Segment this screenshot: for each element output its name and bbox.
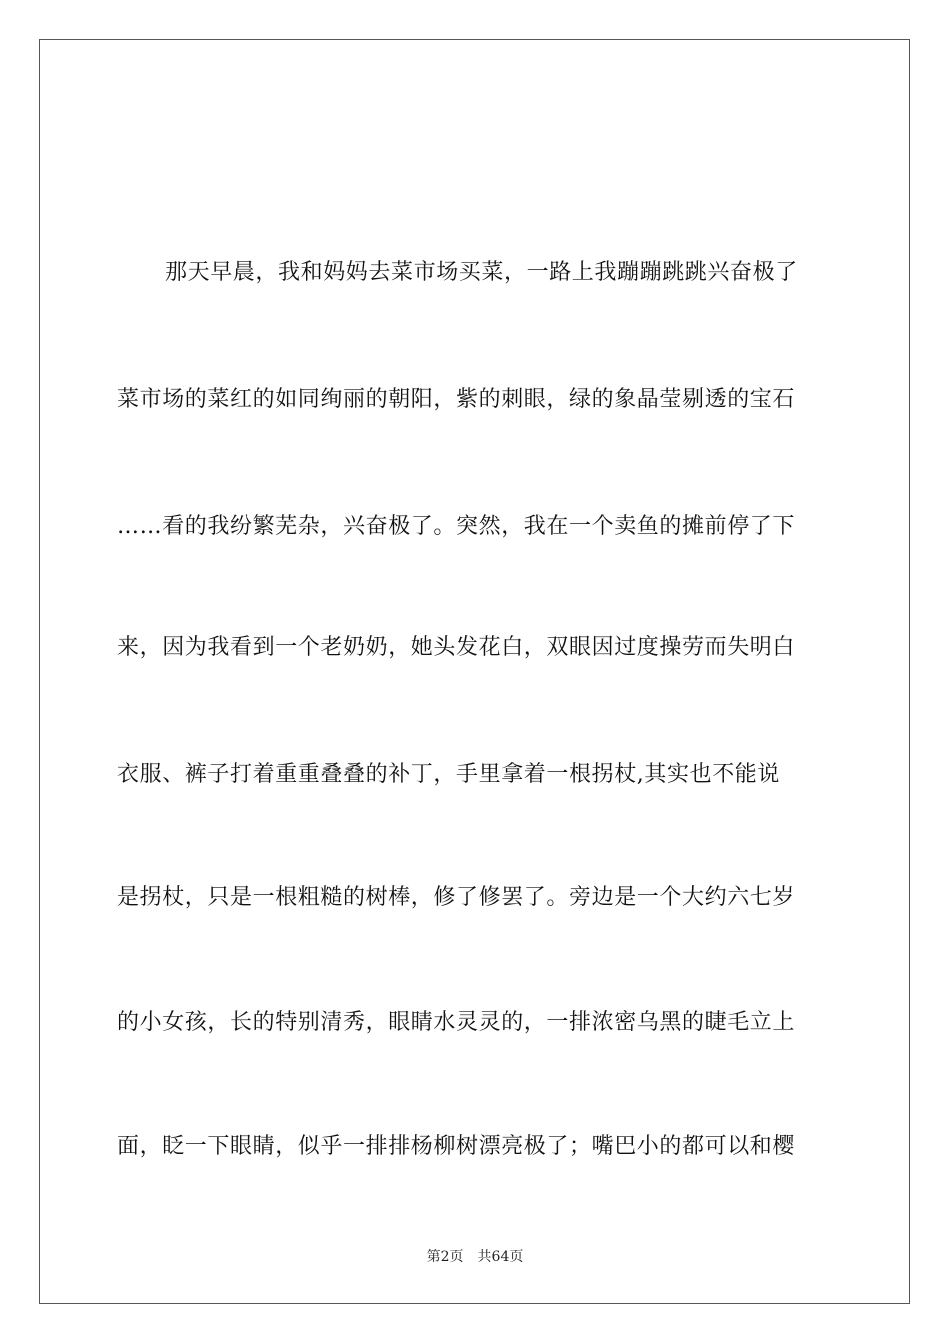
page-number: 第2页 [426, 1249, 464, 1265]
page-border [39, 39, 910, 1304]
text-line: 是拐杖，只是一根粗糙的树棒，修了修罢了。旁边是一个大约六七岁 [117, 885, 796, 910]
text-line: 面，眨一下眼睛，似乎一排排杨柳树漂亮极了；嘴巴小的都可以和樱 [117, 1134, 796, 1159]
text-line: 来，因为我看到一个老奶奶，她头发花白，双眼因过度操劳而失明白 [117, 635, 796, 660]
text-line: 菜市场的菜红的如同绚丽的朝阳，紫的刺眼，绿的象晶莹剔透的宝石 [117, 387, 796, 412]
total-pages: 共64页 [477, 1249, 524, 1265]
text-line: ……看的我纷繁芜杂，兴奋极了。突然，我在一个卖鱼的摊前停了下 [117, 514, 796, 539]
page-footer [0, 1247, 950, 1267]
text-line: 那天早晨，我和妈妈去菜市场买菜，一路上我蹦蹦跳跳兴奋极了 [165, 260, 798, 285]
text-line: 的小女孩，长的特别清秀，眼睛水灵灵的，一排浓密乌黑的睫毛立上 [117, 1010, 796, 1035]
text-line: 衣服、裤子打着重重叠叠的补丁，手里拿着一根拐杖,其实也不能说 [117, 762, 780, 787]
